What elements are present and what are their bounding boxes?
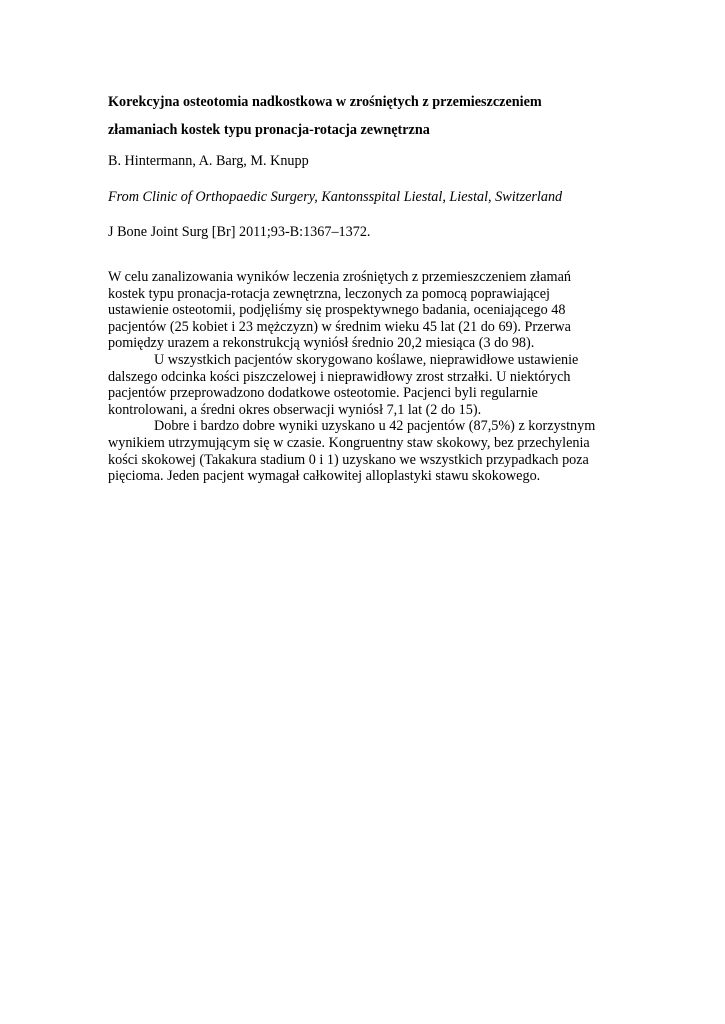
abstract-line: pacjentów (25 kobiet i 23 mężczyzn) w średnim wieku 45 lat (21 do 69). Przerwa: [108, 318, 571, 335]
abstract-line: W celu zanalizowania wyników leczenia zrośniętych z przemieszczeniem złamań: [108, 269, 571, 285]
abstract-line: ustawienie osteotomii, podjęliśmy się prospektywnego badania, oceniającego 48: [108, 302, 566, 319]
abstract-line: pacjentów przeprowadzono dodatkowe osteotomie. Pacjenci byli regularnie: [108, 385, 538, 402]
title-line: Korekcyjna osteotomia nadkostkowa w zrośniętych z przemieszczeniem: [108, 94, 542, 110]
abstract-line: pięcioma. Jeden pacjent wymagał całkowitej alloplastyki stawu skokowego.: [108, 468, 541, 485]
abstract: [108, 269, 628, 485]
document-title: [108, 88, 628, 144]
abstract-line: pomiędzy urazem a rekonstrukcją wyniósł średnio 20,2 miesiąca (3 do 98).: [108, 335, 535, 352]
abstract-line: kostek typu pronacja-rotacja zewnętrzna, leczonych za pomocą poprawiającej: [108, 285, 550, 302]
affiliation: From Clinic of Orthopaedic Surgery, Kantonsspital Liestal, Liestal, Switzerland: [108, 189, 563, 205]
abstract-line: wynikiem utrzymującym się w czasie. Kongruentny staw skokowy, bez przechylenia: [108, 434, 590, 451]
abstract-line: kontrolowani, a średni okres obserwacji wyniósł 7,1 lat (2 do 15).: [108, 401, 482, 418]
authors: B. Hintermann, A. Barg, M. Knupp: [108, 153, 309, 169]
abstract-line: kości skokowej (Takakura stadium 0 i 1) uzyskano we wszystkich przypadkach poza: [108, 451, 589, 468]
citation: J Bone Joint Surg [Br] 2011;93-B:1367–1372.: [108, 224, 371, 240]
title-line: złamaniach kostek typu pronacja-rotacja zewnętrzna: [108, 122, 430, 138]
abstract-line: dalszego odcinka kości piszczelowej i nieprawidłowy zrost strzałki. U niektórych: [108, 368, 571, 385]
abstract-line: Dobre i bardzo dobre wyniki uzyskano u 42 pacjentów (87,5%) z korzystnym: [154, 418, 596, 435]
abstract-line: U wszystkich pacjentów skorygowano koślawe, nieprawidłowe ustawienie: [154, 351, 579, 368]
